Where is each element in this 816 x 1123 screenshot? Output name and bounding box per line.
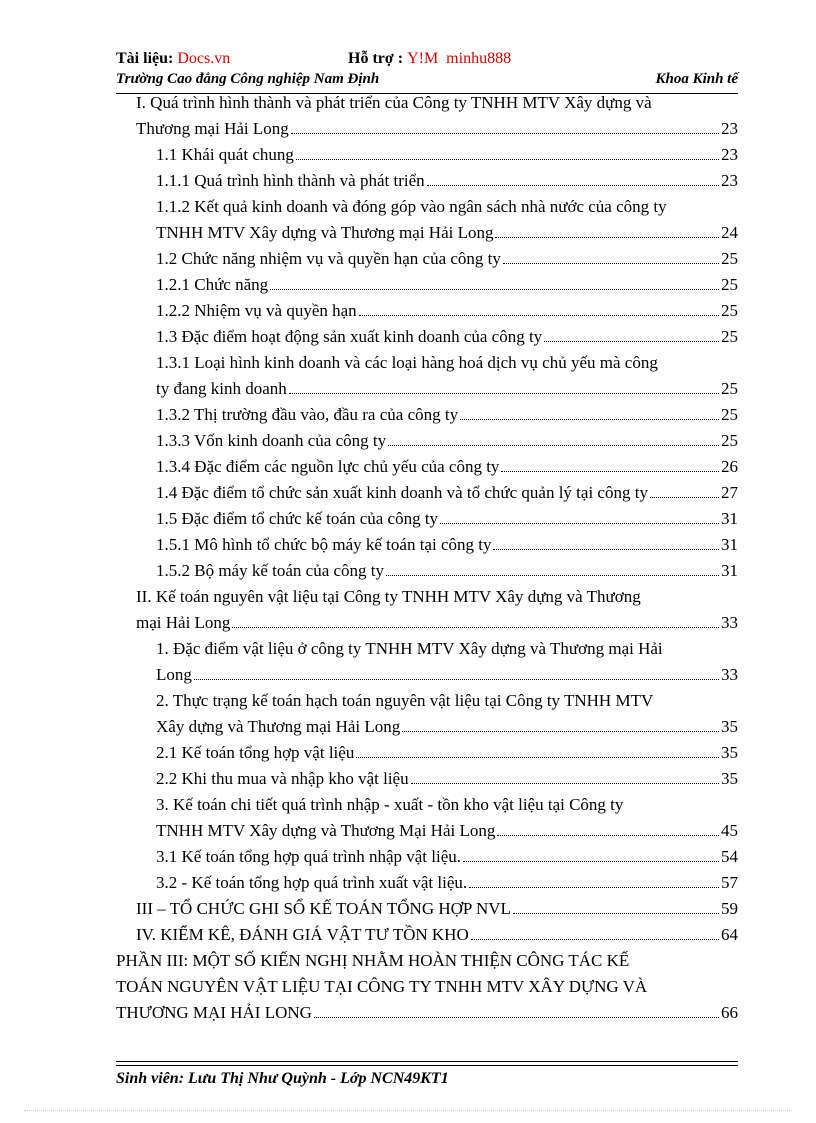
toc-entry-title: TNHH MTV Xây dựng và Thương Mại Hải Long <box>156 821 496 840</box>
dot-leader <box>440 522 719 524</box>
dot-leader <box>314 1016 719 1018</box>
dot-leader <box>270 288 719 290</box>
toc-entry-title: 1.1 Khái quát chung <box>156 145 294 164</box>
toc-page-number: 25 <box>721 405 738 424</box>
toc-page-number: 25 <box>721 327 738 346</box>
toc-entry[interactable] <box>116 532 738 558</box>
toc-page-number: 25 <box>721 249 738 268</box>
toc-entry-title: IV. KIỂM KÊ, ĐÁNH GIÁ VẬT TƯ TỒN KHO <box>136 925 469 944</box>
toc-entry[interactable] <box>116 142 738 168</box>
toc-entry[interactable] <box>116 688 738 740</box>
toc-page-number: 64 <box>721 925 738 944</box>
toc-entry-title: II. Kế toán nguyên vật liệu tại Công ty TNHH MTV Xây dựng và Thương <box>136 587 641 606</box>
toc-page-number: 35 <box>721 743 738 762</box>
toc-entry[interactable] <box>116 298 738 324</box>
toc-page-number: 25 <box>721 275 738 294</box>
dot-leader <box>296 158 719 160</box>
toc-page-number: 25 <box>721 301 738 320</box>
toc-page-number: 24 <box>721 223 738 242</box>
toc-entry[interactable] <box>116 350 738 402</box>
toc-entry-title: III – TỔ CHỨC GHI SỔ KẾ TOÁN TỔNG HỢP NVL <box>136 899 511 918</box>
support-label: Hỗ trợ : Y!M minhu888 <box>348 50 512 67</box>
toc-entry[interactable] <box>116 584 738 636</box>
toc-entry[interactable] <box>116 844 738 870</box>
toc-page-number: 35 <box>721 769 738 788</box>
toc-entry[interactable] <box>116 558 738 584</box>
toc-entry[interactable] <box>116 272 738 298</box>
toc-entry[interactable] <box>116 168 738 194</box>
toc-page-number: 25 <box>721 431 738 450</box>
dot-leader <box>356 756 719 758</box>
dot-leader <box>497 834 719 836</box>
toc-entry[interactable] <box>116 194 738 246</box>
dot-leader <box>469 886 719 888</box>
toc-entry-title: TNHH MTV Xây dựng và Thương mại Hải Long <box>156 223 494 242</box>
source-label: Tài liệu: Docs.vn <box>116 50 231 67</box>
toc-page-number: 33 <box>721 665 738 684</box>
dot-leader <box>463 860 719 862</box>
toc-entry-title: 1.5.1 Mô hình tổ chức bộ máy kế toán tại công ty <box>156 535 492 554</box>
toc-entry[interactable] <box>116 428 738 454</box>
toc-entry-title: 1.3 Đặc điểm hoạt động sản xuất kinh doanh của công ty <box>156 327 543 346</box>
toc-entry[interactable] <box>116 792 738 844</box>
source-link[interactable]: Docs.vn <box>177 50 231 67</box>
dot-leader <box>544 340 719 342</box>
toc-entry-title: Xây dựng và Thương mại Hải Long <box>156 717 401 736</box>
footer-rule-double <box>116 1065 738 1066</box>
toc-entry-title: I. Quá trình hình thành và phát triển của Công ty TNHH MTV Xây dựng và <box>136 93 652 112</box>
toc-page-number: 31 <box>721 535 738 554</box>
faculty-name: Khoa Kinh tế <box>655 71 738 87</box>
toc-entry[interactable] <box>116 948 738 1026</box>
toc-page-number: 57 <box>721 873 738 892</box>
toc-entry-title: 1.1.2 Kết quả kinh doanh và đóng góp vào ngân sách nhà nước của công ty <box>156 197 667 216</box>
source-bar <box>116 50 738 72</box>
toc-entry[interactable] <box>116 324 738 350</box>
dot-leader <box>493 548 719 550</box>
toc-page-number: 23 <box>721 145 738 164</box>
toc-entry[interactable] <box>116 870 738 896</box>
toc-entry[interactable] <box>116 740 738 766</box>
table-of-contents <box>116 90 738 1026</box>
toc-page-number: 25 <box>721 379 738 398</box>
toc-page-number: 23 <box>721 119 738 138</box>
dot-leader <box>386 574 719 576</box>
toc-entry[interactable] <box>116 636 738 688</box>
toc-entry-title: 1.3.4 Đặc điểm các nguồn lực chủ yếu của công ty <box>156 457 500 476</box>
toc-page-number: 31 <box>721 509 738 528</box>
dot-leader <box>402 730 719 732</box>
toc-entry-title: 1.4 Đặc điểm tổ chức sản xuất kinh doanh và tổ chức quản lý tại công ty <box>156 483 648 502</box>
toc-page-number: 27 <box>721 483 738 502</box>
dot-leader <box>495 236 719 238</box>
toc-entry-title: 1.3.1 Loại hình kinh doanh và các loại hàng hoá dịch vụ chủ yếu mà công <box>156 353 658 372</box>
school-name: Trường Cao đẳng Công nghiệp Nam Định <box>116 71 380 87</box>
toc-entry[interactable] <box>116 896 738 922</box>
dot-leader <box>411 782 719 784</box>
footer-rule <box>116 1061 738 1062</box>
toc-page-number: 45 <box>721 821 738 840</box>
dot-leader <box>291 132 719 134</box>
toc-entry-title: PHẦN III: MỘT SỐ KIẾN NGHỊ NHẰM HOÀN THIỆN CÔNG TÁC KẾ <box>116 951 630 970</box>
toc-entry[interactable] <box>116 246 738 272</box>
toc-entry-title: 2.1 Kế toán tổng hợp vật liệu <box>156 743 355 762</box>
toc-page-number: 66 <box>721 1003 738 1022</box>
toc-entry[interactable] <box>116 90 738 142</box>
toc-entry-title: 1.2 Chức năng nhiệm vụ và quyền hạn của công ty <box>156 249 501 268</box>
toc-entry[interactable] <box>116 402 738 428</box>
toc-entry-title: 3. Kế toán chi tiết quá trình nhập - xuất - tồn kho vật liệu tại Công ty <box>156 795 624 814</box>
toc-entry-title: 1.3.3 Vốn kinh doanh của công ty <box>156 431 387 450</box>
dot-leader <box>460 418 719 420</box>
dot-leader <box>359 314 719 316</box>
support-ym[interactable]: Y!M <box>407 50 439 67</box>
dot-leader <box>194 678 719 680</box>
dot-leader <box>471 938 719 940</box>
dot-leader <box>650 496 719 498</box>
support-id[interactable]: minhu888 <box>446 50 512 67</box>
toc-entry-title: mại Hải Long <box>136 613 231 632</box>
toc-entry-title: THƯƠNG MẠI HẢI LONG <box>116 1003 312 1022</box>
toc-entry-title: 1. Đặc điểm vật liệu ở công ty TNHH MTV Xây dựng và Thương mại Hải <box>156 639 663 658</box>
student-footer: Sinh viên: Lưu Thị Như Quỳnh - Lớp NCN49KT1 <box>116 1070 449 1087</box>
toc-entry[interactable] <box>116 922 738 948</box>
toc-page-number: 54 <box>721 847 738 866</box>
dot-leader <box>232 626 719 628</box>
toc-entry-title: 3.1 Kế toán tổng hợp quá trình nhập vật liệu. <box>156 847 462 866</box>
toc-page-number: 35 <box>721 717 738 736</box>
dot-leader <box>289 392 719 394</box>
toc-page-number: 59 <box>721 899 738 918</box>
dot-leader <box>427 184 719 186</box>
dot-leader <box>513 912 719 914</box>
toc-entry-title: 1.3.2 Thị trường đầu vào, đầu ra của công ty <box>156 405 459 424</box>
toc-entry-title: 3.2 - Kế toán tổng hợp quá trình xuất vật liệu. <box>156 873 468 892</box>
toc-entry-title: 2. Thực trạng kế toán hạch toán nguyên vật liệu tại Công ty TNHH MTV <box>156 691 654 710</box>
toc-entry-title: 2.2 Khi thu mua và nhập kho vật liệu <box>156 769 409 788</box>
toc-entry-title: 1.5.2 Bộ máy kế toán của công ty <box>156 561 385 580</box>
toc-entry[interactable] <box>116 454 738 480</box>
toc-page-number: 31 <box>721 561 738 580</box>
toc-entry-title: Thương mại Hải Long <box>136 119 289 138</box>
dot-leader <box>388 444 719 446</box>
toc-entry-title: 1.5 Đặc điểm tổ chức kế toán của công ty <box>156 509 439 528</box>
page-edge <box>24 1110 792 1111</box>
toc-entry-title: 1.1.1 Quá trình hình thành và phát triển <box>156 171 425 190</box>
dot-leader <box>503 262 719 264</box>
toc-entry-title: Long <box>156 665 192 684</box>
toc-page-number: 23 <box>721 171 738 190</box>
toc-entry-title: TOÁN NGUYÊN VẬT LIỆU TẠI CÔNG TY TNHH MTV XÂY DỰNG VÀ <box>116 977 648 996</box>
toc-entry[interactable] <box>116 506 738 532</box>
toc-page-number: 26 <box>721 457 738 476</box>
toc-entry-title: ty đang kinh doanh <box>156 379 287 398</box>
toc-entry-title: 1.2.1 Chức năng <box>156 275 269 294</box>
toc-entry[interactable] <box>116 480 738 506</box>
toc-page-number: 33 <box>721 613 738 632</box>
toc-entry-title: 1.2.2 Nhiệm vụ và quyền hạn <box>156 301 357 320</box>
toc-entry[interactable] <box>116 766 738 792</box>
dot-leader <box>501 470 719 472</box>
